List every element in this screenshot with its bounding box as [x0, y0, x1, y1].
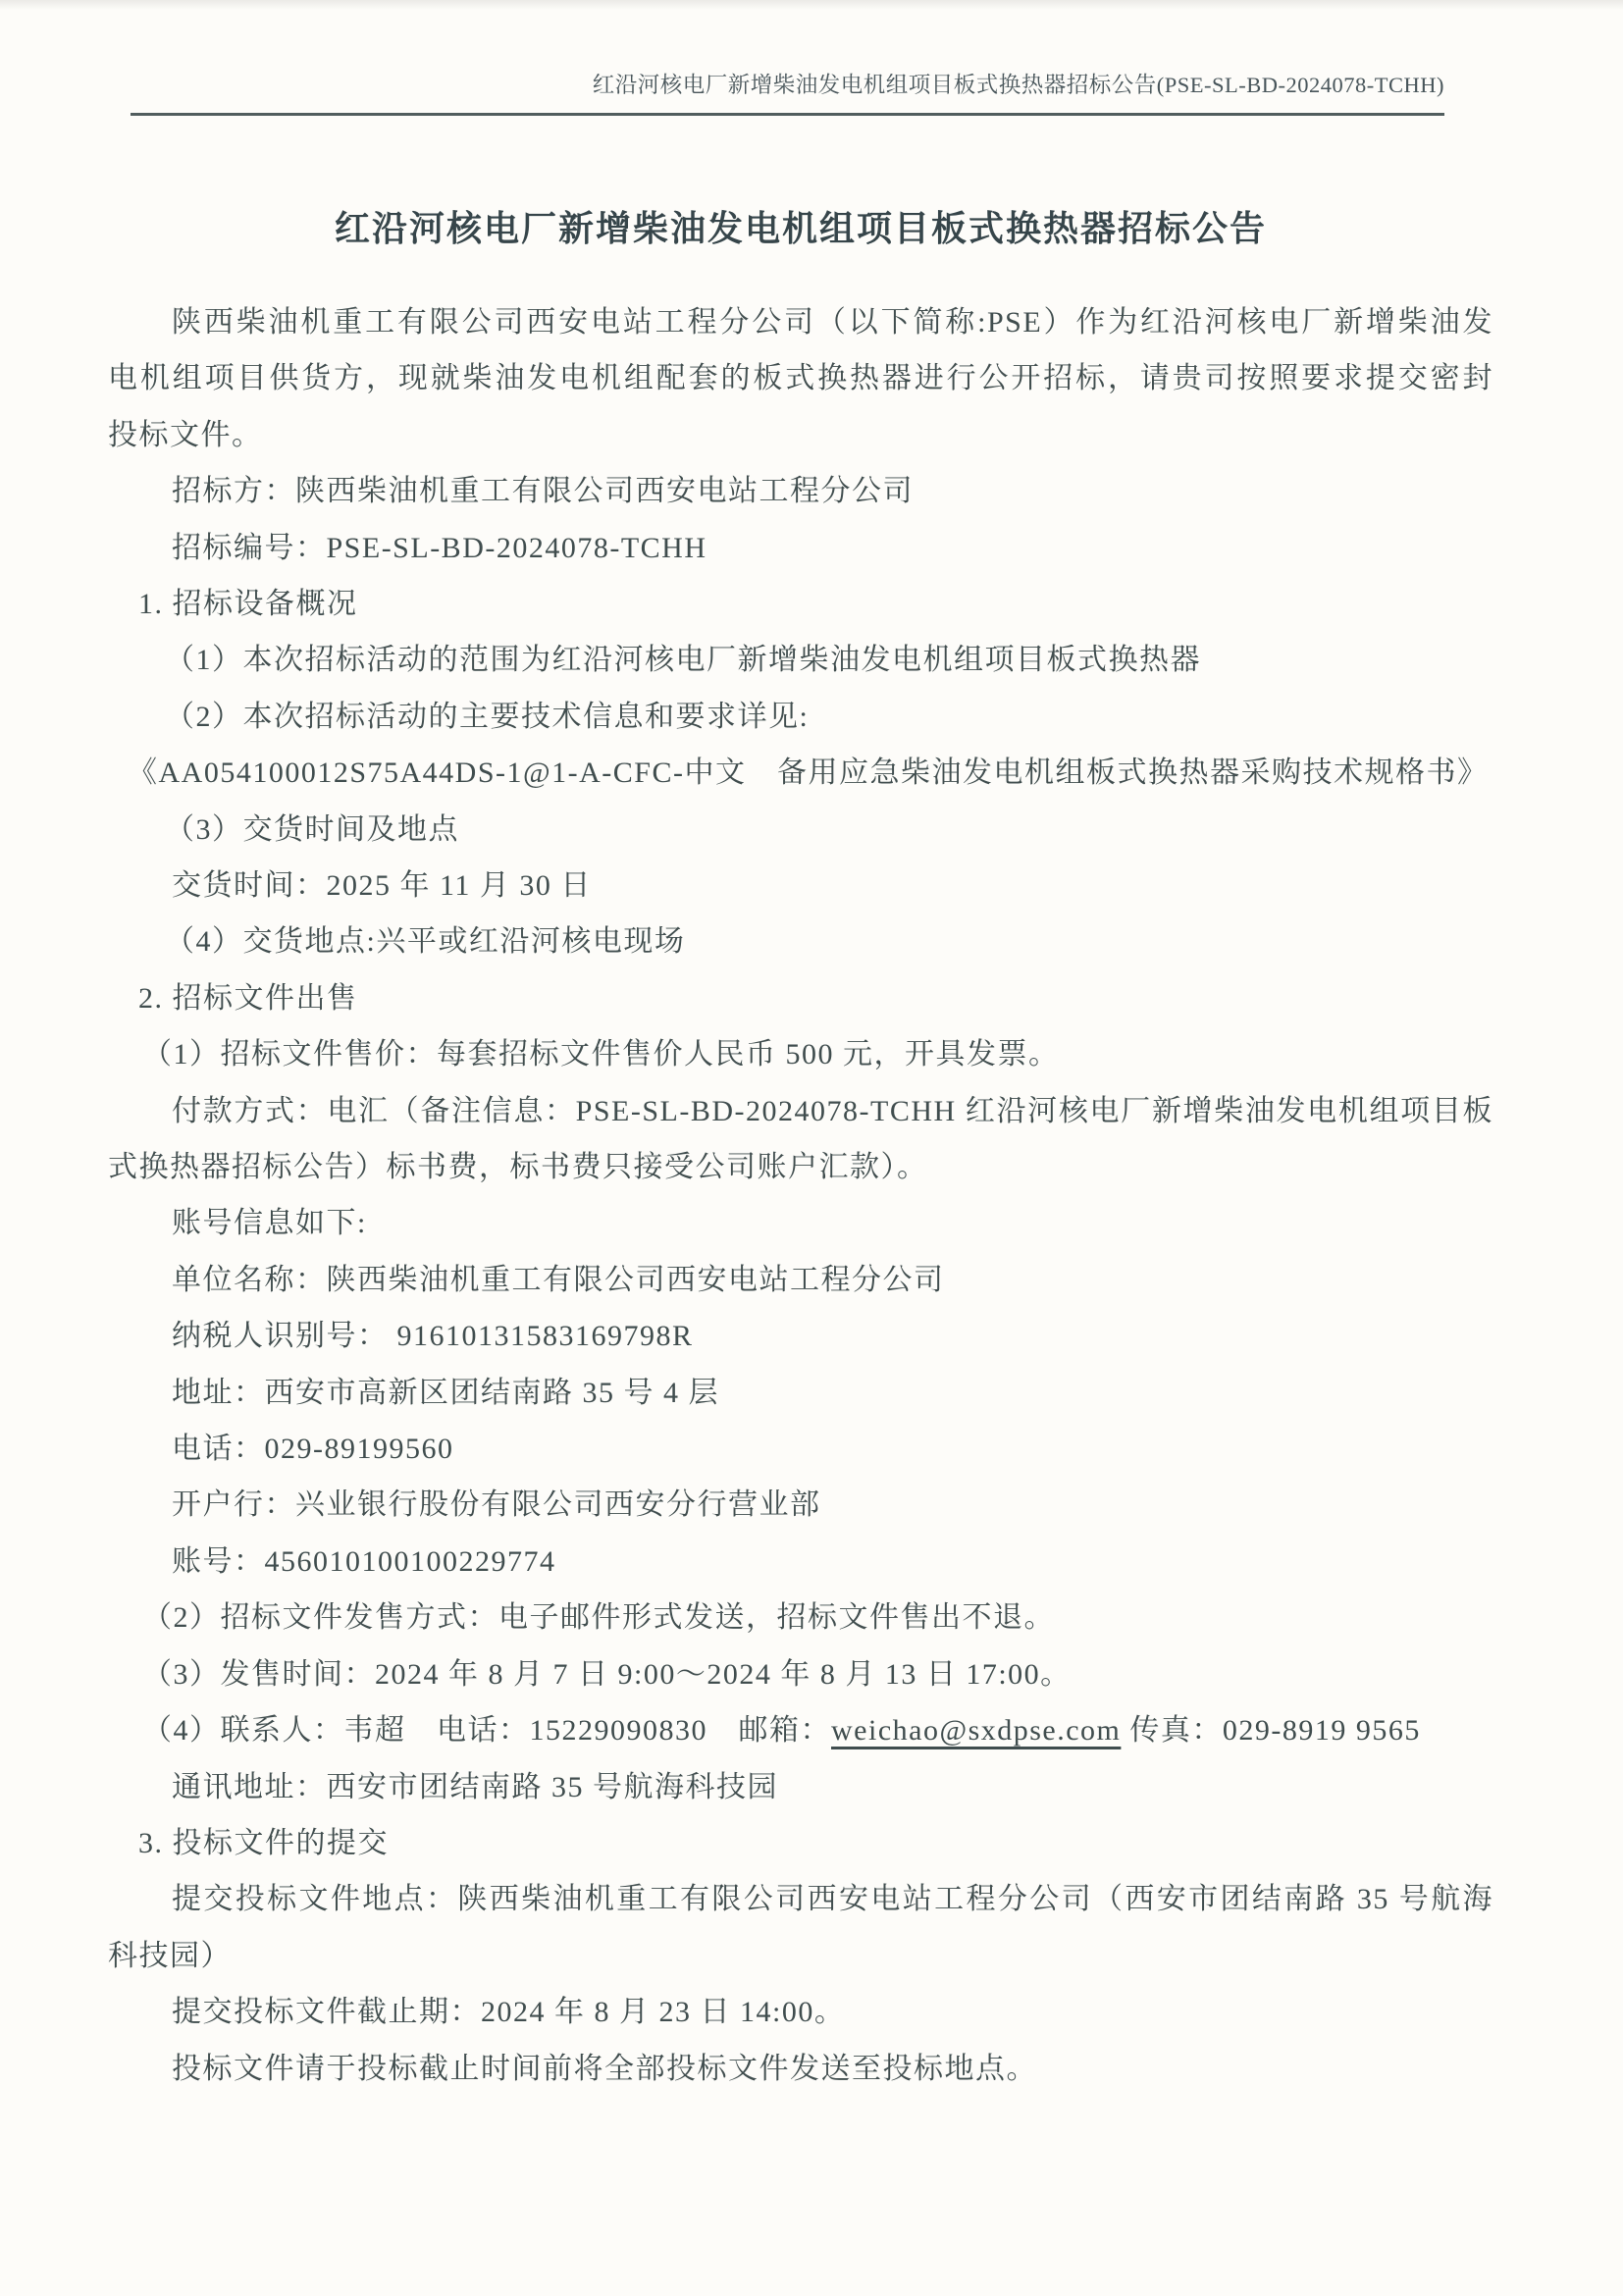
phone-line: 电话：029-89199560: [172, 1433, 454, 1466]
mailing-address-line: 通讯地址：西安市团结南路 35 号航海科技园: [172, 1770, 778, 1803]
section-1-item-3: （3）交货时间及地点: [165, 812, 459, 846]
contact-line-prefix: （4）联系人：韦超 电话：15229090830 邮箱：: [142, 1714, 831, 1748]
contact-line-suffix: 传真：029-8919 9565: [1121, 1714, 1421, 1748]
header-text: 红沿河核电厂新增柴油发电机组项目板式换热器招标公告(PSE-SL-BD-2024078-TCHH): [592, 73, 1444, 97]
section-2-item-3: （3）发售时间：2024 年 8 月 7 日 9:00～2024 年 8 月 13 日 17:00。: [142, 1657, 1072, 1691]
section-2-heading: 2. 招标文件出售: [138, 981, 358, 1015]
page-header: [131, 71, 1444, 116]
payment-method-line-1: 付款方式：电汇（备注信息：PSE-SL-BD-2024078-TCHH 红沿河核电厂新增柴油发电机组项目板: [172, 1094, 1493, 1127]
delivery-time-line: 交货时间：2025 年 11 月 30 日: [172, 869, 592, 903]
section-3-heading: 3. 投标文件的提交: [138, 1826, 389, 1859]
section-2-item-2: （2）招标文件发售方式：电子邮件形式发送，招标文件售出不退。: [142, 1601, 1055, 1635]
address-line: 地址：西安市高新区团结南路 35 号 4 层: [172, 1376, 719, 1409]
intro-line-3: 投标文件。: [108, 418, 263, 451]
account-number-line: 账号：456010100100229774: [172, 1544, 556, 1578]
submission-note-line: 投标文件请于投标截止时间前将全部投标文件发送至投标地点。: [172, 2052, 1037, 2085]
intro-line-1: 陕西柴油机重工有限公司西安电站工程分公司（以下简称:PSE）作为红沿河核电厂新增柴油发: [172, 306, 1493, 339]
submission-place-line-2: 科技园）: [108, 1939, 232, 1972]
taxpayer-id-line: 纳税人识别号： 91610131583169798R: [172, 1320, 694, 1353]
section-1-heading: 1. 招标设备概况: [138, 588, 358, 620]
payment-method-line-2: 式换热器招标公告）标书费，标书费只接受公司账户汇款）。: [108, 1151, 928, 1184]
submission-deadline-line: 提交投标文件截止期：2024 年 8 月 23 日 14:00。: [172, 1996, 846, 2029]
bank-line: 开户行：兴业银行股份有限公司西安分行营业部: [172, 1488, 821, 1522]
account-info-label: 账号信息如下:: [172, 1207, 367, 1240]
intro-line-2: 电机组项目供货方，现就柴油发电机组配套的板式换热器进行公开招标，请贵司按照要求提交密封: [108, 362, 1493, 395]
spec-document-title: 《AA054100012S75A44DS-1@1-A-CFC-中文 备用应急柴油发电机组板式换热器采购技术规格书》: [128, 757, 1489, 790]
doc-title: 红沿河核电厂新增柴油发电机组项目板式换热器招标公告: [334, 209, 1267, 248]
section-1-item-1: （1）本次招标活动的范围为红沿河核电厂新增柴油发电机组项目板式换热器: [165, 644, 1201, 677]
doc-body: [108, 294, 1493, 2097]
section-2-item-4: [142, 1702, 1493, 1758]
contact-email-link[interactable]: weichao@sxdpse.com: [831, 1714, 1122, 1748]
submission-place-line-1: 提交投标文件地点：陕西柴油机重工有限公司西安电站工程分公司（西安市团结南路 35 号航海: [172, 1883, 1493, 1916]
section-1-item-2: （2）本次招标活动的主要技术信息和要求详见:: [165, 700, 810, 733]
section-2-item-1: （1）招标文件售价：每套招标文件售价人民币 500 元，开具发票。: [142, 1038, 1060, 1071]
section-1-item-4: （4）交货地点:兴平或红沿河核电现场: [165, 925, 686, 959]
tender-number-line: 招标编号：PSE-SL-BD-2024078-TCHH: [172, 531, 707, 564]
company-name-line: 单位名称：陕西柴油机重工有限公司西安电站工程分公司: [172, 1263, 945, 1296]
tender-party-line: 招标方：陕西柴油机重工有限公司西安电站工程分公司: [172, 475, 914, 508]
scan-edge-artifact: [0, 0, 1623, 10]
